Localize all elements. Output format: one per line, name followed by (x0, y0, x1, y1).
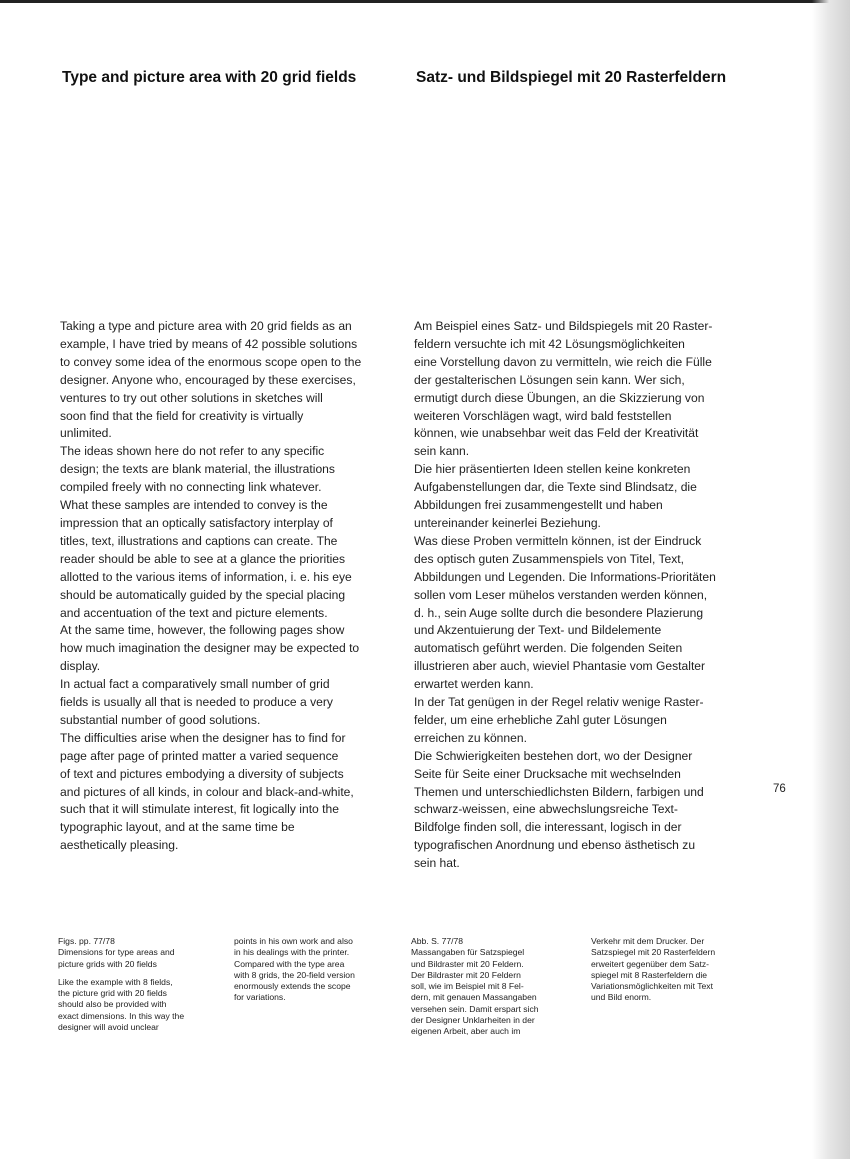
caption-paragraph (234, 936, 394, 1004)
text-line: example, I have tried by means of 42 possible solutions (60, 336, 358, 351)
caption-column-3 (411, 936, 571, 1038)
text-line: sein hat. (414, 856, 460, 871)
text-line: and accentuation of the text and picture elements. (60, 605, 328, 620)
caption-line: designer will avoid unclear (58, 1022, 159, 1033)
text-line: der gestalterischen Lösungen sein kann. Wer sich, (414, 372, 685, 387)
text-line: Abbildungen und Legenden. Die Informations-Prioritäten (414, 569, 716, 584)
text-line: unlimited. (60, 426, 112, 441)
text-line: Themen und unterschiedlichsten Bildern, farbigen und (414, 784, 704, 799)
text-line: display. (60, 659, 101, 674)
text-line: substantial number of good solutions. (60, 712, 261, 727)
page-number: 76 (773, 783, 786, 795)
caption-line: with 8 grids, the 20-field version (234, 969, 355, 980)
text-line: untereinander keinerlei Beziehung. (414, 515, 601, 530)
caption-line: dern, mit genauen Massangaben (411, 992, 537, 1003)
caption-line: der Designer Unklarheiten in der (411, 1015, 535, 1026)
caption-line: the picture grid with 20 fields (58, 988, 167, 999)
text-line: und Akzentuierung der Text- und Bildelemente (414, 623, 662, 638)
text-line: The difficulties arise when the designer has to find for (60, 730, 346, 745)
text-line: feldern versuchte ich mit 42 Lösungsmöglichkeiten (414, 336, 685, 351)
heading-german: Satz- und Bildspiegel mit 20 Rasterfeldern (416, 69, 727, 86)
text-line: how much imagination the designer may be expected to (60, 641, 360, 656)
caption-column-1 (58, 936, 218, 1033)
caption-line: Der Bildraster mit 20 Feldern (411, 969, 521, 980)
text-line: aesthetically pleasing. (60, 838, 179, 853)
caption-column-2 (234, 936, 394, 1004)
caption-line: eigenen Arbeit, aber auch im (411, 1026, 521, 1037)
caption-line: Dimensions for type areas and (58, 947, 175, 958)
text-line: Am Beispiel eines Satz- und Bildspiegels mit 20 Raster- (414, 319, 713, 333)
caption-line: picture grids with 20 fields (58, 958, 157, 969)
text-line: ventures to try out other solutions in sketches will (60, 390, 323, 405)
text-line: to convey some idea of the enormous scope open to the (60, 354, 362, 369)
text-line: titles, text, illustrations and captions can create. The (60, 533, 338, 548)
caption-line: enormously extends the scope (234, 981, 351, 992)
text-line: sein kann. (414, 444, 470, 459)
text-line: typographic layout, and at the same time be (60, 820, 295, 835)
text-line: typografischen Anordnung und ebenso ästhetisch zu (414, 838, 696, 853)
caption-line: und Bildraster mit 20 Feldern. (411, 958, 524, 969)
text-line: compiled freely with no connecting link whatever. (60, 480, 322, 495)
caption-line: Massangaben für Satzspiegel (411, 947, 525, 958)
text-line: allotted to the various items of information, i. e. his eye (60, 569, 352, 584)
heading-english: Type and picture area with 20 grid fields (62, 69, 357, 86)
text-line: Was diese Proben vermitteln können, ist der Eindruck (414, 533, 702, 548)
text-line: soon find that the field for creativity is virtually (60, 408, 304, 423)
text-line: automatisch geführt werden. Die folgenden Seiten (414, 641, 683, 656)
text-line: should be automatically guided by the special placing (60, 587, 346, 602)
text-line: designer. Anyone who, encouraged by these exercises, (60, 372, 356, 387)
text-line: erwartet werden kann. (414, 677, 534, 692)
text-line: eine Vorstellung davon zu vermitteln, wie reich die Fülle (414, 354, 712, 369)
caption-line: Variationsmöglichkeiten mit Text (591, 981, 713, 992)
text-line: impression that an optically satisfactory interplay of (60, 515, 333, 530)
caption-line: erweitert gegenüber dem Satz- (591, 958, 709, 969)
caption-paragraph (58, 936, 218, 970)
text-line: weiteren Vorschlägen wagt, wird bald feststellen (414, 408, 672, 423)
caption-line: points in his own work and also (234, 936, 353, 946)
caption-line: Compared with the type area (234, 958, 345, 969)
caption-line: und Bild enorm. (591, 992, 652, 1003)
caption-line: in his dealings with the printer. (234, 947, 350, 958)
text-line: können, wie unabsehbar weit das Feld der Kreativität (414, 426, 699, 441)
page-gutter-shadow (812, 0, 850, 1159)
text-line: ermutigt durch diese Übungen, an die Skizzierung von (414, 390, 705, 405)
text-line: Seite für Seite einer Drucksache mit wechselnden (414, 766, 681, 781)
text-line: In der Tat genügen in der Regel relativ wenige Raster- (414, 695, 704, 710)
text-line: illustrieren aber auch, wieviel Phantasie vom Gestalter (414, 659, 706, 674)
text-line: schwarz-weissen, eine abwechslungsreiche Text- (414, 802, 678, 817)
body-text-english (60, 318, 402, 855)
caption-line: should also be provided with (58, 999, 167, 1010)
caption-line: spiegel mit 8 Rasterfeldern die (591, 969, 708, 980)
caption-line: Figs. pp. 77/78 (58, 936, 115, 946)
body-text-german (414, 318, 756, 873)
text-line: reader should be able to see at a glance the priorities (60, 551, 346, 566)
text-line: fields is usually all that is needed to produce a very (60, 695, 333, 710)
text-line: and pictures of all kinds, in colour and black-and-white, (60, 784, 354, 799)
text-line: erreichen zu können. (414, 730, 527, 745)
text-line: At the same time, however, the following pages show (60, 623, 345, 638)
caption-line: exact dimensions. In this way the (58, 1010, 185, 1021)
caption-line: Like the example with 8 fields, (58, 976, 173, 987)
text-line: such that it will stimulate interest, fit logically into the (60, 802, 339, 817)
text-line: des optisch guten Zusammenspiels von Titel, Text, (414, 551, 685, 566)
caption-line: Satzspiegel mit 20 Rasterfeldern (591, 947, 716, 958)
text-line: Bildfolge finden soll, die interessant, logisch in der (414, 820, 682, 835)
caption-line: Verkehr mit dem Drucker. Der (591, 936, 705, 946)
caption-line: for variations. (234, 992, 286, 1003)
caption-paragraph (58, 977, 218, 1033)
text-line: design; the texts are blank material, the illustrations (60, 462, 335, 477)
text-line: page after page of printed matter a varied sequence (60, 748, 339, 763)
caption-paragraph (591, 936, 751, 1004)
text-line: Aufgabenstellungen dar, die Texte sind Blindsatz, die (414, 480, 697, 495)
text-line: Die Schwierigkeiten bestehen dort, wo der Designer (414, 748, 693, 763)
text-line: The ideas shown here do not refer to any specific (60, 444, 325, 459)
top-edge-rule (0, 0, 850, 3)
caption-line: Abb. S. 77/78 (411, 936, 464, 946)
text-line: What these samples are intended to convey is the (60, 498, 328, 513)
caption-line: soll, wie im Beispiel mit 8 Fel- (411, 981, 524, 992)
text-line: Die hier präsentierten Ideen stellen keine konkreten (414, 462, 691, 477)
caption-line: versehen sein. Damit erspart sich (411, 1003, 539, 1014)
text-line: In actual fact a comparatively small number of grid (60, 677, 330, 692)
text-line: of text and pictures embodying a diversity of subjects (60, 766, 344, 781)
caption-paragraph (411, 936, 571, 1038)
text-line: Abbildungen frei zusammengestellt und haben (414, 498, 663, 513)
text-line: d. h., sein Auge sollte durch die besondere Plazierung (414, 605, 704, 620)
caption-column-4 (591, 936, 751, 1004)
text-line: sollen vom Leser mühelos verstanden werden können, (414, 587, 708, 602)
text-line: felder, um eine erhebliche Zahl guter Lösungen (414, 712, 667, 727)
text-line: Taking a type and picture area with 20 grid fields as an (60, 319, 352, 333)
